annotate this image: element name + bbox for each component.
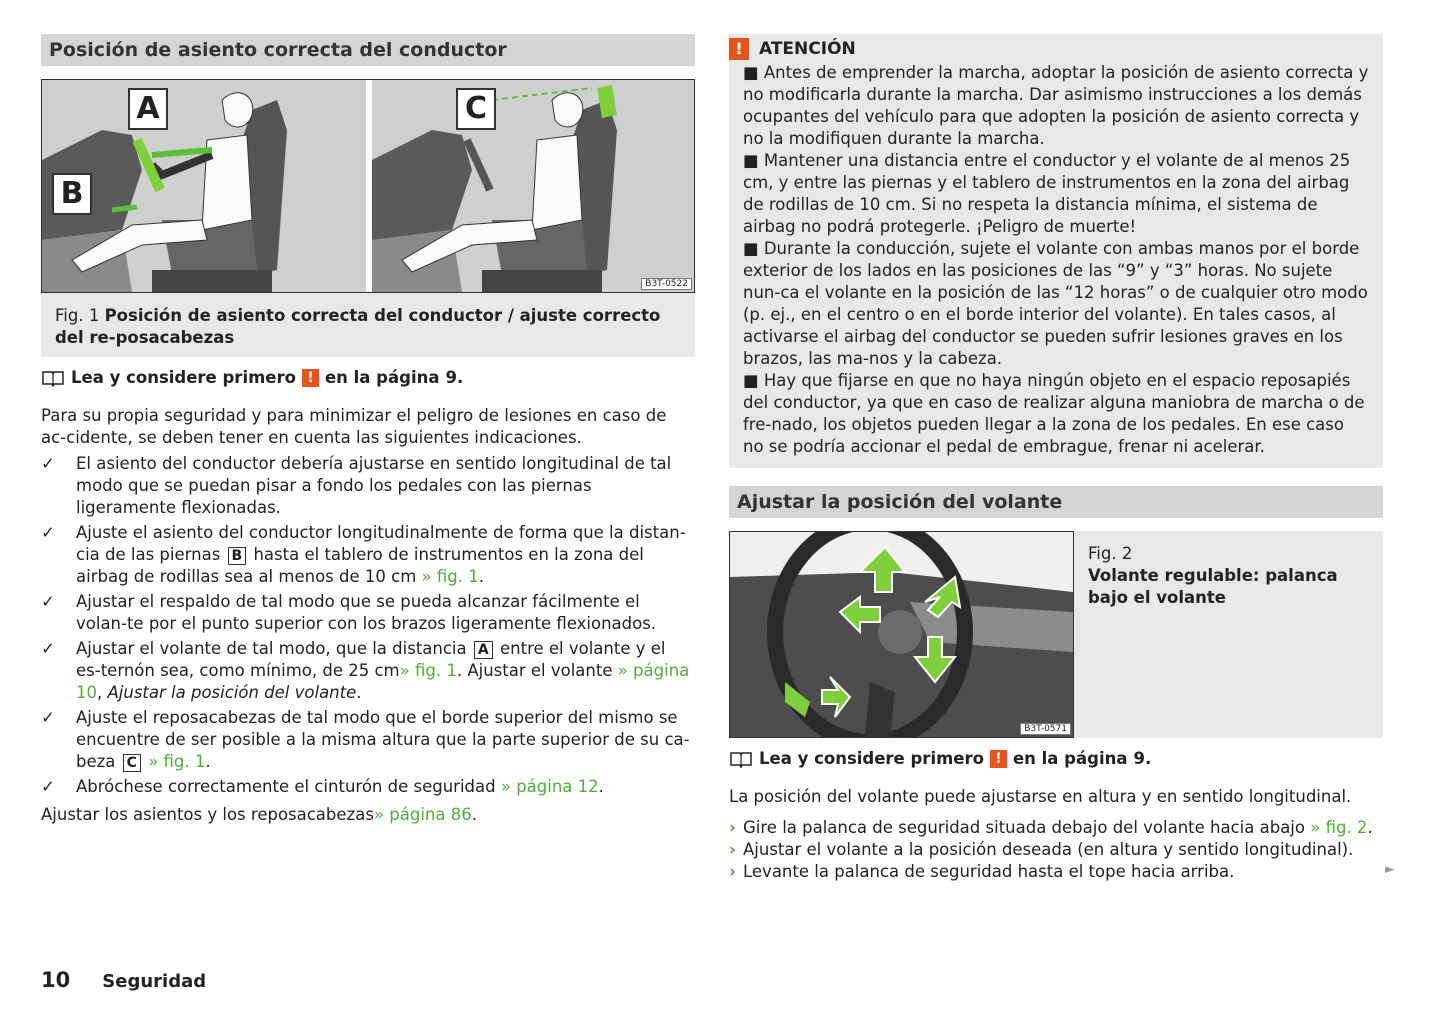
warning-icon: ! bbox=[729, 38, 749, 60]
list-item bbox=[41, 453, 695, 519]
check-text: Ajuste el asiento del conductor longitudinalmente de forma que la distan-cia de las piernas bbox=[76, 523, 686, 564]
check-text: hasta el tablero de instrumentos en la zona del airbag de rodillas sea al menos de 10 cm bbox=[76, 545, 644, 586]
step-text: Levante la palanca de seguridad hasta el tope hacia arriba. bbox=[743, 862, 1235, 881]
steering-illustration bbox=[730, 532, 1073, 737]
bullet-icon: ■ bbox=[743, 63, 759, 82]
page-link[interactable]: » página 86 bbox=[373, 805, 472, 824]
check-end: . bbox=[205, 752, 211, 771]
warning-icon: ! bbox=[302, 369, 319, 387]
section-title-wheel: Ajustar la posición del volante bbox=[729, 486, 1383, 518]
attention-text: Antes de emprender la marcha, adoptar la posición de asiento correcta y no modificarla durante la marcha. Dar asimismo instrucciones a los demás ocupantes del vehículo para que adopten la posición de asiento correcta y no la modifiquen durante la marcha. bbox=[743, 63, 1369, 148]
caption-title: Posición de asiento correcta del conductor / ajuste correcto del re-posacabezas bbox=[55, 306, 661, 347]
footer-section: Seguridad bbox=[102, 971, 207, 992]
section-reference: Ajustar la posición del volante bbox=[107, 683, 357, 702]
page-number: 10 bbox=[41, 968, 71, 992]
figure-code: B3T-0571 bbox=[1020, 723, 1071, 735]
figure-2 bbox=[729, 531, 1383, 738]
fig-link[interactable]: » fig. 1 bbox=[421, 567, 479, 586]
check-text: . Ajustar el volante bbox=[456, 661, 613, 680]
attention-item bbox=[743, 370, 1369, 458]
list-item bbox=[41, 638, 695, 704]
page-link[interactable]: » página 12 bbox=[500, 777, 599, 796]
read-first-text: Lea y considere primero bbox=[71, 368, 296, 387]
read-first-page-link[interactable]: 9. bbox=[445, 368, 464, 387]
attention-text: Mantener una distancia entre el conductor y el volante de al menos 25 cm, y entre las piernas y el tablero de instrumentos en la zona del airbag de rodillas de 10 cm. Si no respeta la distancia mínima, el sistema de airbag no podrá protegerle. ¡Peligro de muerte! bbox=[743, 151, 1351, 236]
bullet-icon: ■ bbox=[743, 239, 759, 258]
list-item bbox=[41, 522, 695, 588]
check-end: . bbox=[478, 567, 484, 586]
fig-link[interactable]: » fig. 2 bbox=[1310, 818, 1368, 837]
label-box-a: A bbox=[474, 641, 493, 659]
check-text: Ajustar el volante de tal modo, que la distancia bbox=[76, 639, 467, 658]
book-icon bbox=[729, 750, 753, 768]
check-icon: ✓ bbox=[41, 523, 55, 542]
label-box-c: C bbox=[123, 754, 141, 772]
label-b: B bbox=[52, 173, 92, 215]
read-first-text-after: en la página bbox=[1012, 749, 1128, 768]
bullet-icon: ■ bbox=[743, 371, 759, 390]
caption-prefix: Fig. 1 bbox=[55, 306, 100, 325]
check-end: . bbox=[356, 683, 362, 702]
step-arrow-icon: › bbox=[729, 862, 736, 881]
checklist bbox=[41, 453, 695, 798]
check-text: Ajuste el reposacabezas de tal modo que el borde superior del mismo se encuentre de ser posible a la misma altura que la parte superior de su ca-beza bbox=[76, 708, 690, 771]
step-arrow-icon: › bbox=[729, 840, 736, 859]
check-text: El asiento del conductor debería ajustarse en sentido longitudinal de tal modo que se puedan pisar a fondo los pedales con las piernas ligeramente flexionadas. bbox=[76, 454, 672, 517]
attention-title bbox=[729, 38, 1369, 60]
check-text: Abróchese correctamente el cinturón de seguridad bbox=[76, 777, 496, 796]
caption-title: Volante regulable: palanca bajo el volante bbox=[1088, 566, 1338, 607]
figure-2-image bbox=[729, 531, 1074, 738]
read-first-page-link[interactable]: 9. bbox=[1133, 749, 1152, 768]
read-first-text-after: en la página bbox=[324, 368, 440, 387]
read-first-note bbox=[41, 367, 695, 389]
section-title-seat: Posición de asiento correcta del conductor bbox=[41, 34, 695, 66]
reference-end: . bbox=[471, 805, 477, 824]
figure-1 bbox=[41, 79, 695, 293]
page-footer bbox=[41, 968, 206, 992]
attention-heading: ATENCIÓN bbox=[759, 39, 856, 59]
figure-2-caption bbox=[1074, 531, 1383, 738]
wheel-intro: La posición del volante puede ajustarse en altura y en sentido longitudinal. bbox=[729, 787, 1352, 806]
continue-arrow-icon: ► bbox=[1385, 862, 1395, 877]
step-text: Ajustar el volante a la posición deseada (en altura y sentido longitudinal). bbox=[743, 840, 1354, 859]
label-a: A bbox=[128, 88, 168, 130]
attention-item bbox=[743, 238, 1369, 370]
attention-text: Hay que fijarse en que no haya ningún objeto en el espacio reposapiés del conductor, ya que en caso de realizar alguna maniobra de marcha o de fre-nado, los objetos pueden llegar a la zona de los pedales. En ese caso no se podría accionar el pedal de embrague, frenar ni acelerar. bbox=[743, 371, 1365, 456]
list-item bbox=[41, 591, 695, 635]
read-first-text: Lea y considere primero bbox=[759, 749, 984, 768]
label-box-b: B bbox=[228, 547, 247, 565]
step-item bbox=[729, 839, 1383, 861]
check-icon: ✓ bbox=[41, 454, 55, 473]
page-link[interactable]: » página 10 bbox=[76, 661, 690, 702]
check-icon: ✓ bbox=[41, 777, 55, 796]
figure-code: B3T-0522 bbox=[641, 278, 692, 290]
check-icon: ✓ bbox=[41, 592, 55, 611]
check-text: Ajustar el respaldo de tal modo que se pueda alcanzar fácilmente el volan-te por el punto superior con los brazos ligeramente flexionados. bbox=[76, 592, 657, 633]
steps-list bbox=[729, 817, 1383, 883]
check-icon: ✓ bbox=[41, 708, 55, 727]
attention-item bbox=[743, 62, 1369, 150]
step-item bbox=[729, 817, 1383, 839]
read-first-note bbox=[729, 748, 1383, 770]
check-text: , bbox=[97, 683, 103, 702]
book-icon bbox=[41, 369, 65, 387]
step-text: Gire la palanca de seguridad situada debajo del volante hacia abajo bbox=[743, 818, 1305, 837]
warning-icon: ! bbox=[990, 750, 1007, 768]
step-end: . bbox=[1367, 818, 1373, 837]
left-column bbox=[41, 34, 695, 826]
attention-item bbox=[743, 150, 1369, 238]
check-end: . bbox=[598, 777, 604, 796]
caption-prefix: Fig. 2 bbox=[1088, 544, 1133, 563]
reference-text: Ajustar los asientos y los reposacabezas bbox=[41, 805, 374, 824]
seat-adjust-reference bbox=[41, 804, 695, 826]
bullet-icon: ■ bbox=[743, 151, 759, 170]
fig-link[interactable]: » fig. 1 bbox=[148, 752, 206, 771]
label-c: C bbox=[456, 88, 496, 130]
list-item bbox=[41, 776, 695, 798]
step-item bbox=[729, 861, 1383, 883]
right-column bbox=[729, 34, 1383, 883]
check-text: entre el volante y el es-ternón sea, como mínimo, de 25 cm bbox=[76, 639, 666, 680]
figure-1-caption bbox=[41, 293, 695, 357]
intro-text: Para su propia seguridad y para minimizar el peligro de lesiones en caso de ac-cidente, se deben tener en cuenta las siguientes indicaciones. bbox=[41, 406, 667, 447]
step-arrow-icon: › bbox=[729, 818, 736, 837]
attention-text: Durante la conducción, sujete el volante con ambas manos por el borde exterior de los lados en las posiciones de las “9” y “3” horas. No sujete nun-ca el volante en la posición de las “12 horas” o de cualquier otro modo (p. ej., en el centro o en el borde interior del volante). En tales casos, al activarse el airbag del conductor se pueden sufrir lesiones graves en los brazos, las ma-nos y la cabeza. bbox=[743, 239, 1368, 368]
list-item bbox=[41, 707, 695, 773]
check-icon: ✓ bbox=[41, 639, 55, 658]
attention-box bbox=[729, 34, 1383, 468]
fig-link[interactable]: » fig. 1 bbox=[399, 661, 457, 680]
